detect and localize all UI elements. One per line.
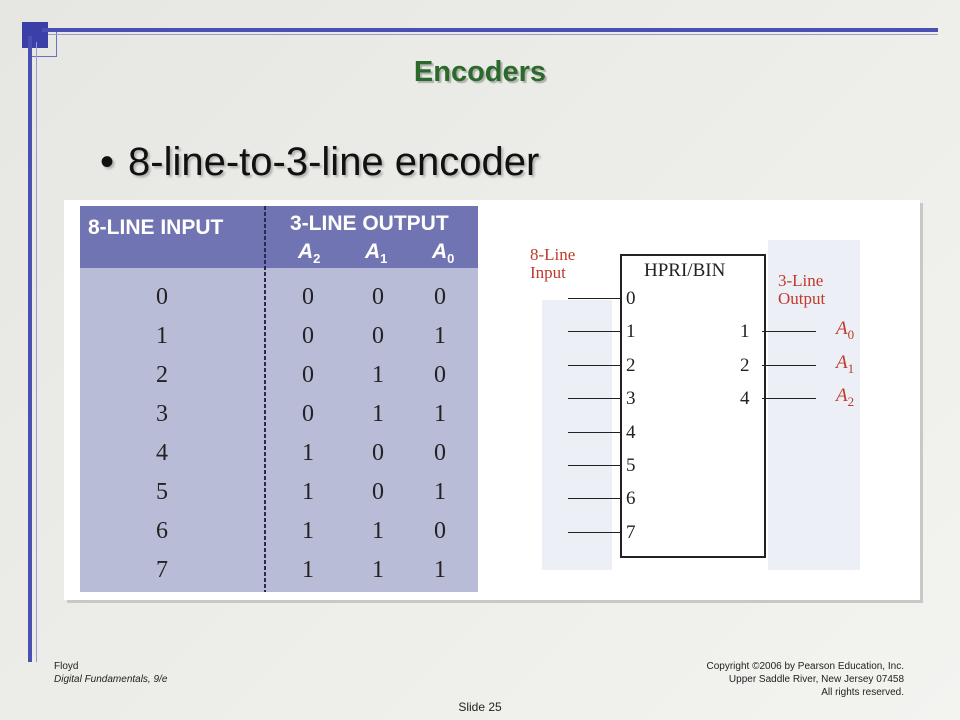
a0-cell: 1 [434,557,446,583]
a1-cell: 0 [372,323,384,349]
input-cell: 7 [156,557,168,583]
input-pin-number: 6 [626,488,636,509]
input-pin-line [568,398,620,399]
output-pin-number: 4 [740,388,750,409]
a0-cell: 1 [434,323,446,349]
output-col-a0: $A_0$ [432,240,455,267]
input-pin-number: 3 [626,388,636,409]
slide-title: Encoders [413,56,547,88]
input-pin-number: 1 [626,321,636,342]
table-row [80,284,478,323]
input-pin-line [568,365,620,366]
a2-cell: 0 [302,401,314,427]
copyright-line: Copyright ©2006 by Pearson Education, Inc. [706,661,904,672]
corner-accent-square [22,22,48,48]
table-row [80,401,478,440]
table-row [80,323,478,362]
a2-cell: 0 [302,362,314,388]
a1-cell: 1 [372,518,384,544]
input-cell: 3 [156,401,168,427]
table-row [80,479,478,518]
footer-book: Digital Fundamentals, 9/e [54,674,168,685]
output-name-a2: $A_2$ [836,385,855,409]
left-frame-line [28,36,32,662]
a1-cell: 0 [372,479,384,505]
input-cell: 0 [156,284,168,310]
input-pin-line [568,498,620,499]
a2-cell: 0 [302,284,314,310]
a0-cell: 0 [434,440,446,466]
copyright-line: Upper Saddle River, New Jersey 07458 [728,674,904,685]
output-pin-line [762,331,816,332]
a0-cell: 1 [434,401,446,427]
output-name-a1: $A_1$ [836,352,855,376]
table-row [80,440,478,479]
table-row [80,518,478,557]
bullet-text: 8-line-to-3-line encoder [128,140,540,184]
slide-number: Slide 25 [458,700,502,714]
a0-cell: 0 [434,284,446,310]
input-pin-line [568,465,620,466]
truth-table [80,206,478,592]
a1-cell: 0 [372,440,384,466]
table-row [80,362,478,401]
output-pin-number: 2 [740,355,750,376]
top-frame-line [42,28,938,32]
a0-cell: 0 [434,518,446,544]
chip-label: HPRI/BIN [644,260,726,281]
truth-table-rows [80,284,478,592]
output-pin-line [762,365,816,366]
output-col-a2: $A_2$ [298,240,321,267]
input-pin-line [568,298,620,299]
output-pin-number: 1 [740,321,750,342]
output-name-a0: $A_0$ [836,318,855,342]
input-pin-line [568,432,620,433]
footer-copyright-block [707,660,905,699]
a2-cell: 0 [302,323,314,349]
input-pin-number: 4 [626,422,636,443]
input-cell: 2 [156,362,168,388]
input-pin-number: 5 [626,455,636,476]
output-column-header: 3-LINE OUTPUT [290,212,449,235]
input-cell: 4 [156,440,168,466]
input-pin-line [568,331,620,332]
output-col-a1: $A_1$ [365,240,388,267]
encoder-block-diagram [528,240,868,570]
copyright-line: All rights reserved. [821,687,904,698]
footer-author: Floyd [54,661,79,672]
bullet-dot-icon: • [100,140,115,184]
output-pin-line [762,398,816,399]
input-pin-line [568,532,620,533]
a0-cell: 1 [434,479,446,505]
input-pin-number: 0 [626,288,636,309]
input-cell: 6 [156,518,168,544]
footer-author-block [54,660,167,686]
top-frame-line-thin [48,34,938,35]
a2-cell: 1 [302,479,314,505]
a2-cell: 1 [302,557,314,583]
a2-cell: 1 [302,518,314,544]
a2-cell: 1 [302,440,314,466]
a1-cell: 1 [372,557,384,583]
input-column-header: 8-LINE INPUT [88,216,224,239]
background-watermark [542,300,612,570]
input-cell: 1 [156,323,168,349]
a1-cell: 1 [372,401,384,427]
output-label: 3-Line Output [778,271,826,308]
bullet-item [100,140,539,185]
a0-cell: 0 [434,362,446,388]
a1-cell: 1 [372,362,384,388]
input-label: 8-Line Input [530,245,576,282]
left-frame-line-thin [36,42,37,662]
input-pin-number: 2 [626,355,636,376]
table-row [80,557,478,592]
input-pin-number: 7 [626,522,636,543]
input-cell: 5 [156,479,168,505]
a1-cell: 0 [372,284,384,310]
